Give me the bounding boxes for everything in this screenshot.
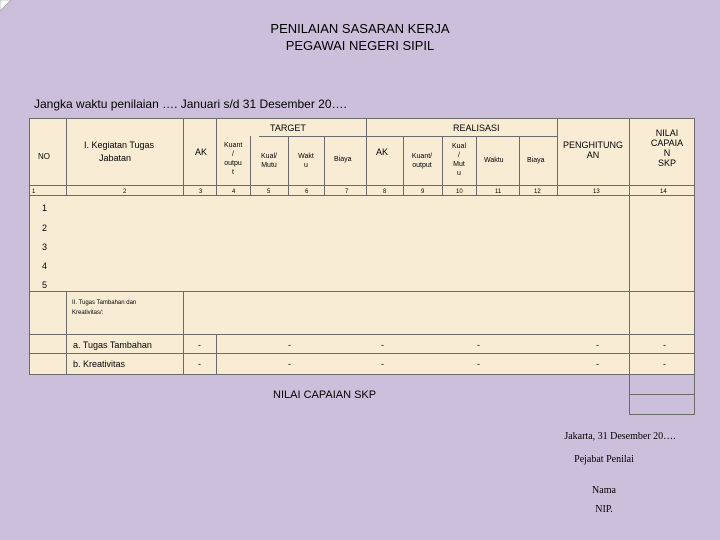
col-number: 1 bbox=[32, 189, 36, 195]
skp-table bbox=[29, 118, 695, 414]
official-nip: NIP. bbox=[595, 504, 613, 515]
row-a-value: - bbox=[596, 340, 599, 350]
row-b-value: - bbox=[477, 359, 480, 369]
row-a-value: - bbox=[288, 340, 291, 350]
assessment-period: Jangka waktu penilaian …. Januari s/d 31 Desember 20…. bbox=[34, 97, 347, 111]
col-number: 4 bbox=[232, 189, 236, 195]
realisasi-waktu-header: Waktu bbox=[484, 157, 504, 164]
row-number: 3 bbox=[42, 242, 48, 252]
col-number: 9 bbox=[421, 189, 425, 195]
target-kuant-header: Kuant / outpu t bbox=[224, 142, 243, 176]
kegiatan-header-line-2: Jabatan bbox=[99, 153, 132, 163]
realisasi-kuant-header: Kuant/ output bbox=[411, 153, 433, 169]
row-number: 5 bbox=[42, 280, 48, 290]
target-waktu-header: Wakt u bbox=[298, 153, 314, 169]
row-b-label: b. Kreativitas bbox=[73, 359, 126, 369]
row-b-value: - bbox=[596, 359, 599, 369]
row-b-value: - bbox=[288, 359, 291, 369]
row-b-value: - bbox=[663, 359, 666, 369]
ak-realisasi-header: AK bbox=[376, 147, 389, 157]
nilai-capaian-total-label: NILAI CAPAIAN SKP bbox=[273, 389, 377, 401]
target-biaya-header: Biaya bbox=[334, 156, 352, 163]
kegiatan-header-line-1: I. Kegiatan Tugas bbox=[84, 140, 155, 150]
no-header: NO bbox=[38, 152, 50, 161]
penghitungan-header: PENGHITUNG AN bbox=[563, 140, 624, 160]
realisasi-header: REALISASI bbox=[453, 123, 500, 133]
nilai-capaian-header: NILAI CAPAIA N SKP bbox=[650, 128, 684, 168]
col-number: 7 bbox=[345, 189, 349, 195]
col-number: 10 bbox=[456, 189, 463, 195]
realisasi-kual-header: Kual / Mut u bbox=[451, 143, 466, 177]
corner-fold bbox=[0, 0, 12, 12]
row-a-value: - bbox=[663, 340, 666, 350]
row-number: 2 bbox=[42, 223, 48, 233]
col-number: 5 bbox=[267, 189, 271, 195]
row-number: 4 bbox=[42, 261, 48, 271]
official-title: Pejabat Penilai bbox=[574, 454, 634, 465]
tugas-tambahan-section-label: II. Tugas Tambahan dan Kreativitas/: bbox=[72, 300, 137, 316]
ak-target-header: AK bbox=[195, 147, 208, 157]
col-number: 6 bbox=[305, 189, 309, 195]
target-header: TARGET bbox=[270, 123, 306, 133]
row-a-value: - bbox=[381, 340, 384, 350]
official-name: Nama bbox=[592, 485, 616, 496]
row-b-value: - bbox=[381, 359, 384, 369]
place-date: Jakarta, 31 Desember 20…. bbox=[564, 431, 676, 442]
col-number: 12 bbox=[534, 189, 541, 195]
row-a-value: - bbox=[477, 340, 480, 350]
page-title-line-1: PENILAIAN SASARAN KERJA bbox=[270, 21, 450, 36]
row-a-value: - bbox=[198, 340, 201, 350]
page-title-line-2: PEGAWAI NEGERI SIPIL bbox=[285, 38, 435, 53]
col-number: 11 bbox=[495, 189, 502, 195]
col-number: 13 bbox=[593, 189, 600, 195]
col-number: 14 bbox=[660, 189, 667, 195]
row-a-label: a. Tugas Tambahan bbox=[73, 340, 152, 350]
col-number: 3 bbox=[199, 189, 203, 195]
col-number: 2 bbox=[123, 189, 127, 195]
target-kual-header: Kual/ Mutu bbox=[261, 153, 277, 169]
realisasi-biaya-header: Biaya bbox=[527, 157, 545, 164]
row-number: 1 bbox=[42, 203, 48, 213]
col-number: 8 bbox=[383, 189, 387, 195]
row-b-value: - bbox=[198, 359, 201, 369]
